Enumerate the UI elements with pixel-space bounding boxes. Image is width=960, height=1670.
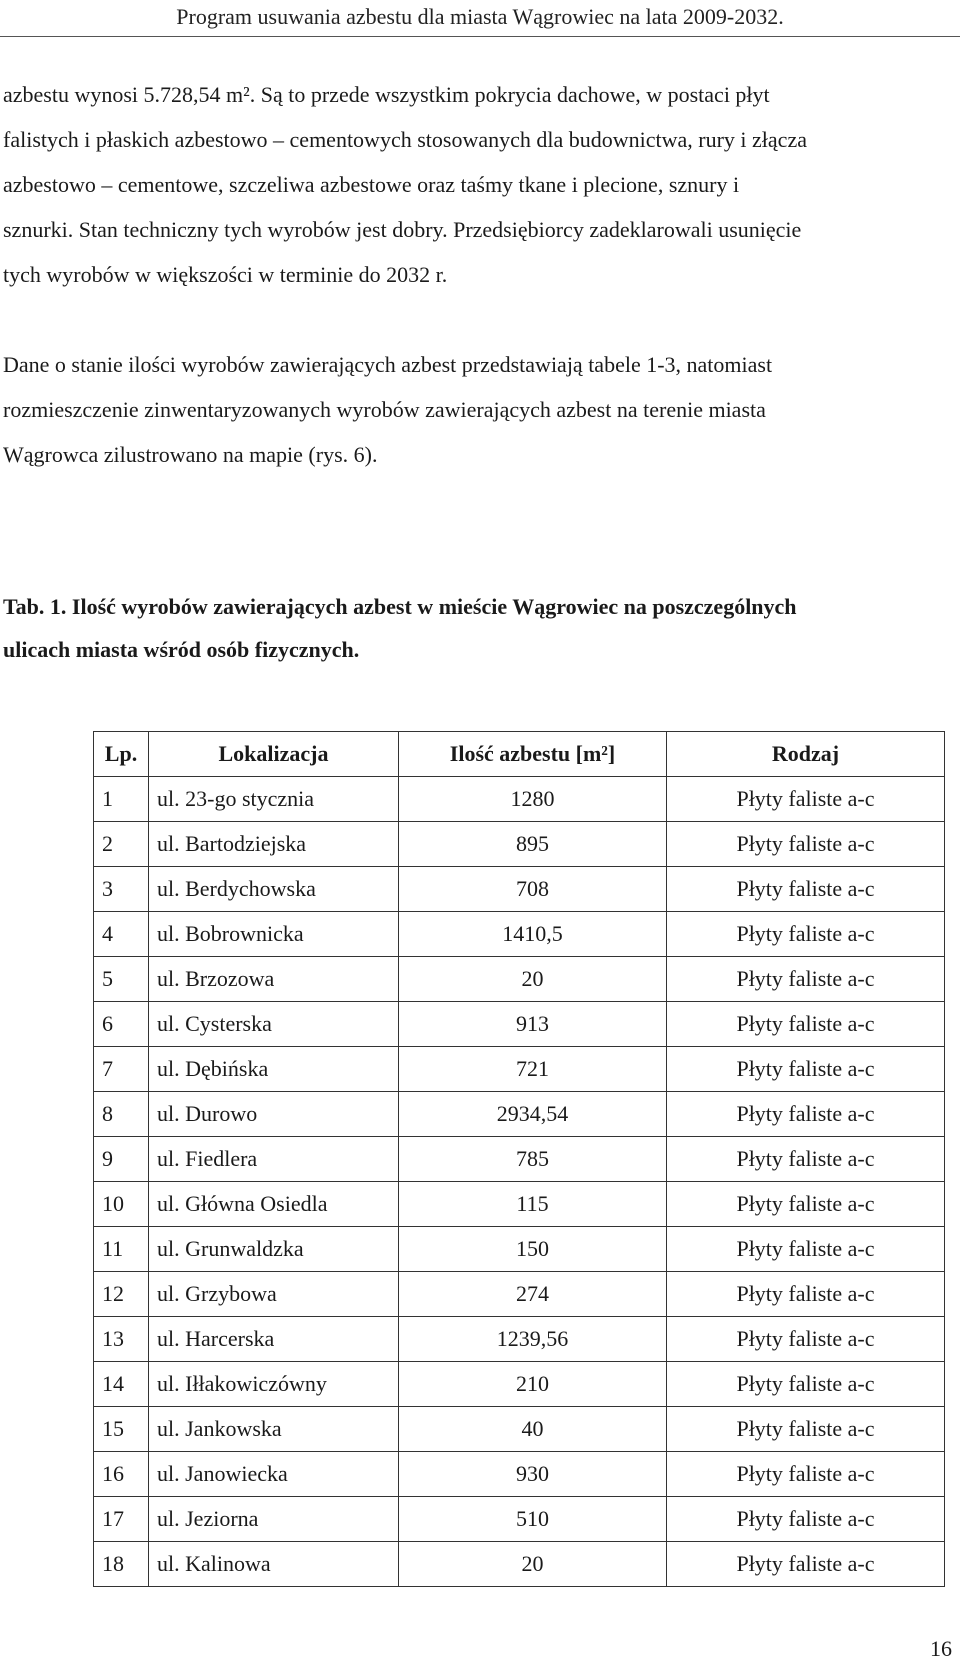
cell-type: Płyty faliste a-c <box>667 1452 945 1497</box>
cell-quantity: 20 <box>399 957 667 1002</box>
cell-type: Płyty faliste a-c <box>667 777 945 822</box>
table-caption <box>3 585 949 671</box>
paragraph-line: Wągrowca zilustrowano na mapie (rys. 6). <box>3 442 378 467</box>
cell-lp: 11 <box>94 1227 149 1272</box>
cell-lp: 6 <box>94 1002 149 1047</box>
caption-line: Tab. 1. Ilość wyrobów zawierających azbest w mieście Wągrowiec na poszczególnych <box>3 594 797 619</box>
cell-type: Płyty faliste a-c <box>667 1092 945 1137</box>
table-header-row <box>94 732 945 777</box>
cell-location: ul. Grzybowa <box>149 1272 399 1317</box>
header-type: Rodzaj <box>667 732 945 777</box>
cell-quantity: 274 <box>399 1272 667 1317</box>
cell-quantity: 210 <box>399 1362 667 1407</box>
paragraph-line: Dane o stanie ilości wyrobów zawierających azbest przedstawiają tabele 1-3, natomiast <box>3 352 773 377</box>
header-quantity: Ilość azbestu [m²] <box>399 732 667 777</box>
table-row <box>94 1002 945 1047</box>
paragraph-data-reference <box>3 342 949 477</box>
table-row <box>94 777 945 822</box>
cell-type: Płyty faliste a-c <box>667 1137 945 1182</box>
cell-type: Płyty faliste a-c <box>667 1497 945 1542</box>
cell-lp: 13 <box>94 1317 149 1362</box>
cell-location: ul. 23-go stycznia <box>149 777 399 822</box>
cell-lp: 1 <box>94 777 149 822</box>
cell-quantity: 930 <box>399 1452 667 1497</box>
cell-type: Płyty faliste a-c <box>667 1317 945 1362</box>
cell-type: Płyty faliste a-c <box>667 1002 945 1047</box>
cell-quantity: 1239,56 <box>399 1317 667 1362</box>
table-row <box>94 1092 945 1137</box>
table-row <box>94 1497 945 1542</box>
cell-lp: 12 <box>94 1272 149 1317</box>
paragraph-line: azbestu wynosi 5.728,54 m². Są to przede wszystkim pokrycia dachowe, w postaci płyt <box>3 82 770 107</box>
cell-quantity: 115 <box>399 1182 667 1227</box>
table-row <box>94 1182 945 1227</box>
cell-quantity: 708 <box>399 867 667 912</box>
cell-lp: 5 <box>94 957 149 1002</box>
cell-quantity: 20 <box>399 1542 667 1587</box>
cell-type: Płyty faliste a-c <box>667 1182 945 1227</box>
table-row <box>94 1452 945 1497</box>
caption-line: ulicach miasta wśród osób fizycznych. <box>3 637 360 662</box>
table-row <box>94 1272 945 1317</box>
page-number: 16 <box>930 1636 952 1661</box>
table-row <box>94 1362 945 1407</box>
cell-location: ul. Grunwaldzka <box>149 1227 399 1272</box>
cell-quantity: 1410,5 <box>399 912 667 957</box>
table-row <box>94 1317 945 1362</box>
header-lp: Lp. <box>94 732 149 777</box>
cell-location: ul. Bobrownicka <box>149 912 399 957</box>
cell-type: Płyty faliste a-c <box>667 867 945 912</box>
cell-quantity: 2934,54 <box>399 1092 667 1137</box>
cell-quantity: 1280 <box>399 777 667 822</box>
cell-lp: 4 <box>94 912 149 957</box>
header-rule <box>0 36 960 37</box>
paragraph-asbestus-summary <box>3 72 949 297</box>
cell-lp: 10 <box>94 1182 149 1227</box>
cell-quantity: 40 <box>399 1407 667 1452</box>
cell-location: ul. Berdychowska <box>149 867 399 912</box>
paragraph-line: rozmieszczenie zinwentaryzowanych wyrobów zawierających azbest na terenie miasta <box>3 397 766 422</box>
cell-location: ul. Janowiecka <box>149 1452 399 1497</box>
table-row <box>94 1047 945 1092</box>
cell-quantity: 895 <box>399 822 667 867</box>
table-row <box>94 957 945 1002</box>
cell-type: Płyty faliste a-c <box>667 1272 945 1317</box>
cell-type: Płyty faliste a-c <box>667 822 945 867</box>
cell-type: Płyty faliste a-c <box>667 1542 945 1587</box>
paragraph-line: sznurki. Stan techniczny tych wyrobów jest dobry. Przedsiębiorcy zadeklarowali usunięcie <box>3 217 802 242</box>
cell-lp: 7 <box>94 1047 149 1092</box>
cell-type: Płyty faliste a-c <box>667 1407 945 1452</box>
table-row <box>94 1227 945 1272</box>
cell-location: ul. Fiedlera <box>149 1137 399 1182</box>
cell-location: ul. Główna Osiedla <box>149 1182 399 1227</box>
cell-location: ul. Iłłakowiczówny <box>149 1362 399 1407</box>
running-header: Program usuwania azbestu dla miasta Wągrowiec na lata 2009-2032. <box>176 4 784 29</box>
cell-location: ul. Bartodziejska <box>149 822 399 867</box>
cell-location: ul. Durowo <box>149 1092 399 1137</box>
cell-lp: 8 <box>94 1092 149 1137</box>
paragraph-line: azbestowo – cementowe, szczeliwa azbestowe oraz taśmy tkane i plecione, sznury i <box>3 172 740 197</box>
cell-location: ul. Harcerska <box>149 1317 399 1362</box>
cell-lp: 16 <box>94 1452 149 1497</box>
cell-lp: 14 <box>94 1362 149 1407</box>
cell-quantity: 721 <box>399 1047 667 1092</box>
table-row <box>94 1407 945 1452</box>
cell-location: ul. Cysterska <box>149 1002 399 1047</box>
paragraph-line: tych wyrobów w większości w terminie do 2032 r. <box>3 262 448 287</box>
cell-quantity: 150 <box>399 1227 667 1272</box>
table-row <box>94 1137 945 1182</box>
cell-lp: 9 <box>94 1137 149 1182</box>
table-row <box>94 867 945 912</box>
cell-type: Płyty faliste a-c <box>667 1227 945 1272</box>
cell-lp: 15 <box>94 1407 149 1452</box>
cell-quantity: 510 <box>399 1497 667 1542</box>
table-row <box>94 822 945 867</box>
header-location: Lokalizacja <box>149 732 399 777</box>
table-row <box>94 1542 945 1587</box>
cell-location: ul. Kalinowa <box>149 1542 399 1587</box>
cell-type: Płyty faliste a-c <box>667 1362 945 1407</box>
asbestos-table <box>93 731 945 1587</box>
cell-type: Płyty faliste a-c <box>667 1047 945 1092</box>
cell-lp: 2 <box>94 822 149 867</box>
cell-type: Płyty faliste a-c <box>667 912 945 957</box>
cell-quantity: 913 <box>399 1002 667 1047</box>
cell-location: ul. Jeziorna <box>149 1497 399 1542</box>
cell-quantity: 785 <box>399 1137 667 1182</box>
table-row <box>94 912 945 957</box>
cell-type: Płyty faliste a-c <box>667 957 945 1002</box>
cell-lp: 17 <box>94 1497 149 1542</box>
cell-location: ul. Dębińska <box>149 1047 399 1092</box>
cell-lp: 3 <box>94 867 149 912</box>
paragraph-line: falistych i płaskich azbestowo – cementowych stosowanych dla budownictwa, rury i złącza <box>3 127 807 152</box>
cell-lp: 18 <box>94 1542 149 1587</box>
cell-location: ul. Jankowska <box>149 1407 399 1452</box>
cell-location: ul. Brzozowa <box>149 957 399 1002</box>
